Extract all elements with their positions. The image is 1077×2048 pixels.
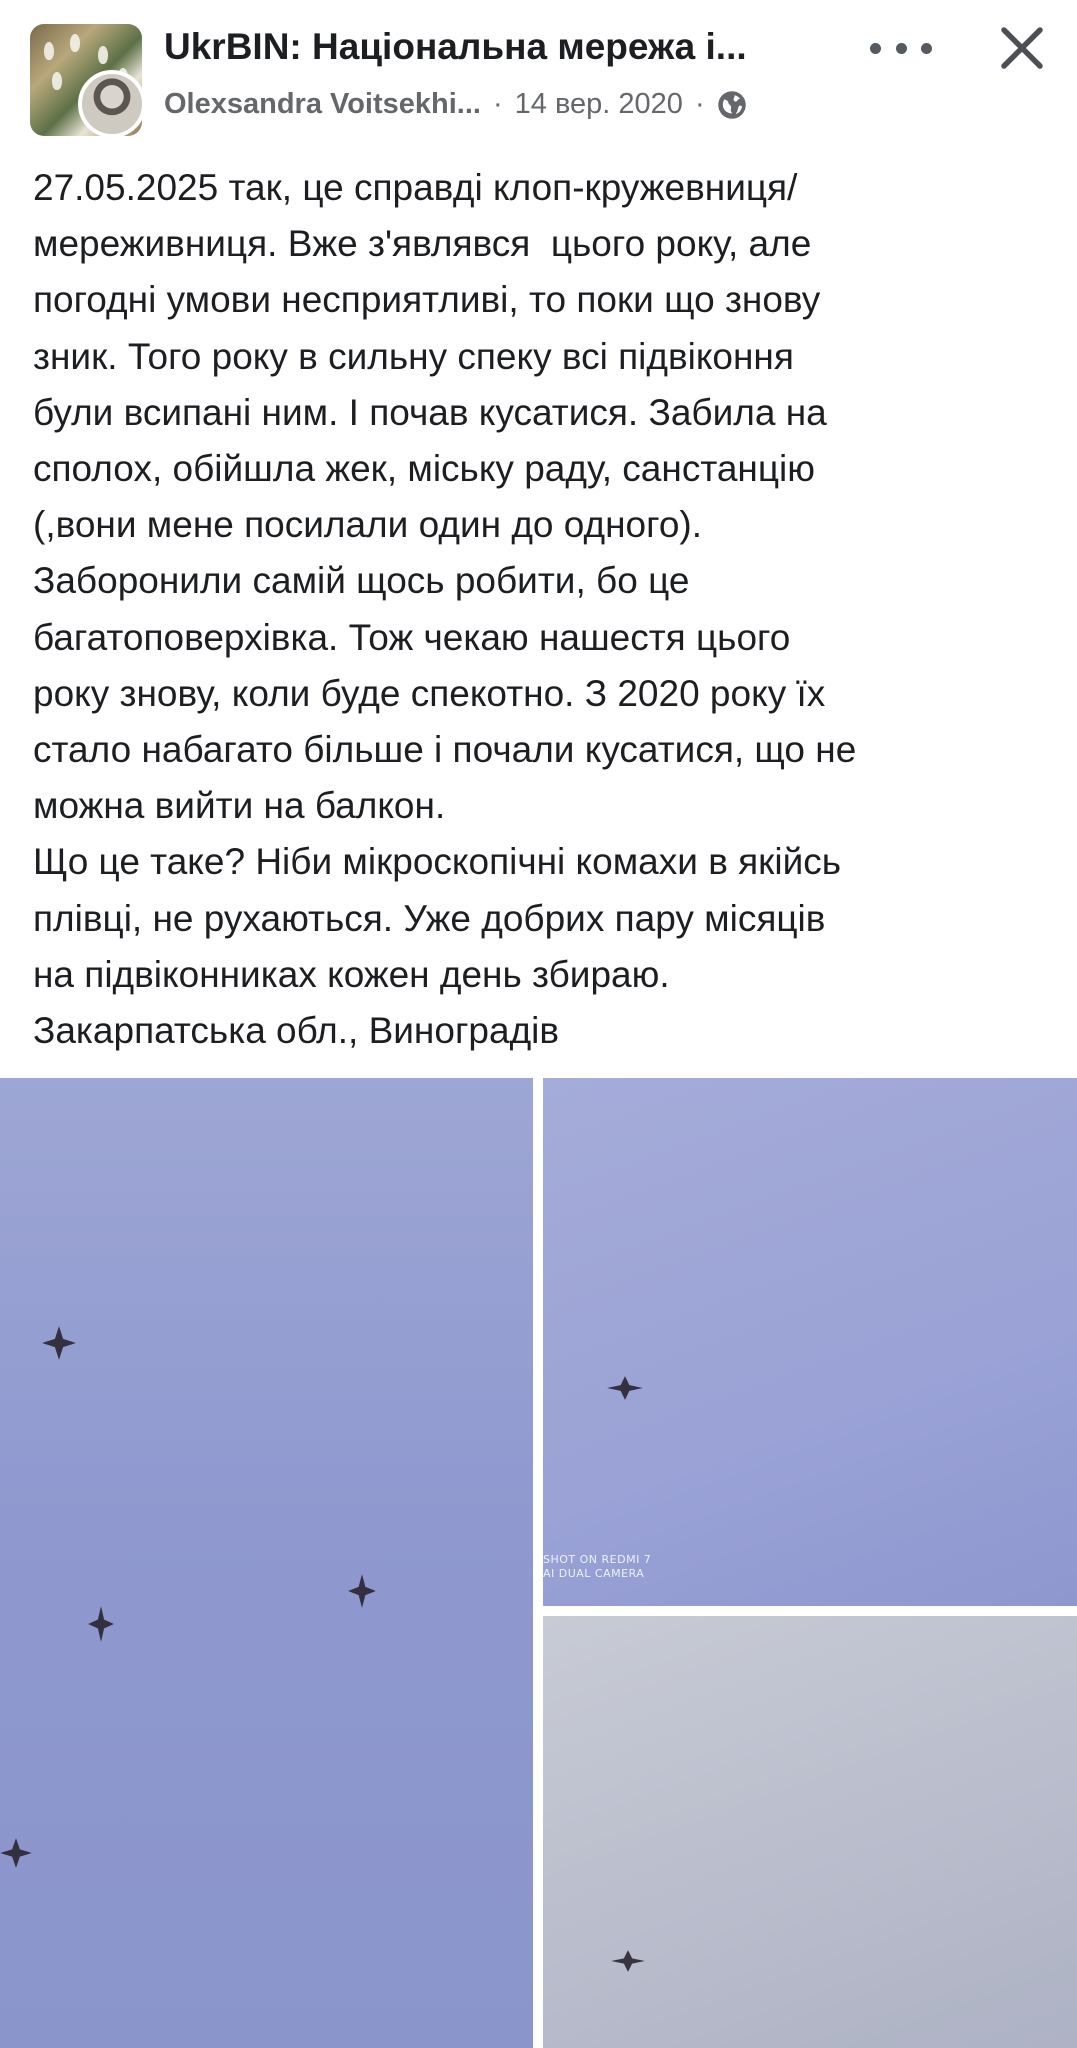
camera-watermark	[543, 1553, 651, 1581]
snowdrop-shape	[70, 34, 80, 52]
post-line: погодні умови несприятливі, то поки що знову	[33, 279, 821, 321]
close-icon[interactable]	[994, 20, 1050, 76]
post-line: зник. Того року в сильну спеку всі підвіконня	[33, 335, 794, 377]
post-line: були всипані ним. І почав кусатися. Забила на	[33, 391, 827, 433]
post-line: можна вийти на балкон.	[33, 785, 446, 827]
watermark-line: AI DUAL CAMERA	[543, 1567, 645, 1580]
insect-mark	[42, 1326, 76, 1360]
post-line: багатоповерхівка. Тож чекаю нашестя цього	[33, 616, 791, 658]
meta-separator: ·	[694, 88, 705, 120]
watermark-line: SHOT ON REDMI 7	[543, 1553, 652, 1566]
insect-mark	[607, 1376, 643, 1400]
dot	[921, 43, 932, 54]
post-date[interactable]: 14 вер. 2020	[514, 88, 683, 120]
user-avatar[interactable]	[78, 70, 146, 138]
post-photo-1[interactable]	[0, 1078, 533, 2048]
post-photo-2[interactable]	[543, 1078, 1077, 1606]
snowdrop-shape	[98, 46, 108, 64]
post-line: мереживниця. Вже з'являвся цього року, але	[33, 223, 812, 265]
author-name[interactable]: Olexsandra Voitsekhi...	[164, 88, 481, 120]
more-options-icon[interactable]	[870, 30, 932, 66]
post-line: 27.05.2025 так, це справді клоп-кружевниця/	[33, 167, 798, 208]
post-line: Що це таке? Ніби мікроскопічні комахи в якійсь	[33, 841, 842, 883]
post-line: Закарпатська обл., Виноградів	[33, 1010, 560, 1052]
insect-mark	[88, 1606, 114, 1642]
post-line: стало набагато більше і почали кусатися, що не	[33, 729, 857, 771]
insect-mark	[348, 1574, 376, 1608]
dot	[870, 43, 881, 54]
post-line: сполох, обійшла жек, міську раду, санстанцію	[33, 448, 816, 490]
group-name[interactable]: UkrBIN: Національна мережа і...	[164, 26, 747, 67]
post-header	[0, 0, 1077, 150]
post-body	[33, 160, 1053, 1059]
globe-icon	[717, 90, 747, 120]
snowdrop-shape	[44, 42, 54, 60]
snowdrop-shape	[52, 72, 62, 90]
post-photo-3[interactable]	[543, 1616, 1077, 2048]
post-meta	[164, 88, 747, 121]
post-line: Заборонили самій щось робити, бо це	[33, 560, 690, 602]
dot	[896, 43, 907, 54]
post-line: плівці, не рухаються. Уже добрих пару місяців	[33, 897, 826, 939]
post-line: року знову, коли буде спекотно. З 2020 року їх	[33, 672, 826, 714]
post-line: на підвіконниках кожен день збираю.	[33, 953, 670, 995]
insect-mark	[611, 1950, 645, 1972]
meta-separator: ·	[492, 88, 503, 120]
insect-mark	[0, 1838, 32, 1868]
post-line: (,вони мене посилали один до одного).	[33, 504, 702, 546]
